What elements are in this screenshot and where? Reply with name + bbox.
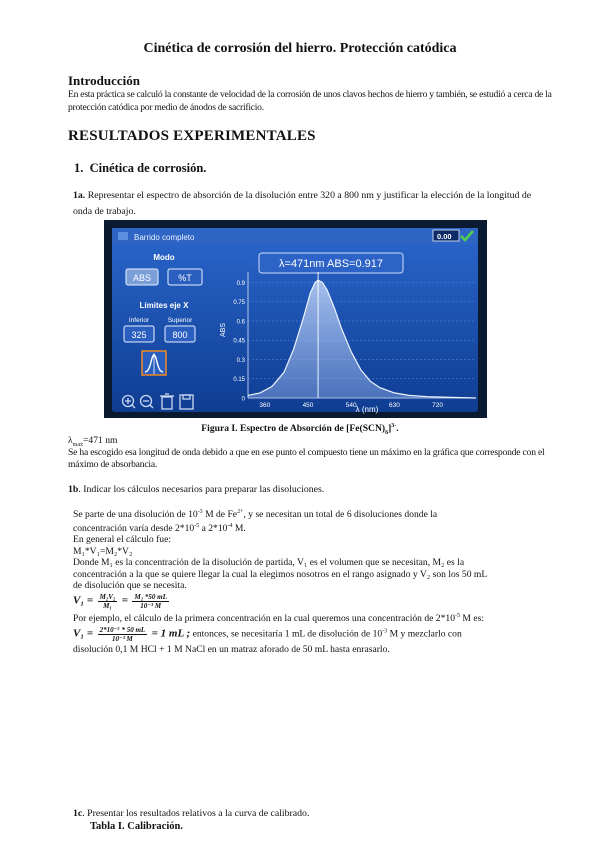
lambda-value: =471 nm <box>83 435 118 446</box>
calc-line-5: Donde M₁ es la concentración de la disolución de partida, V₁ es el volumen que se necesitan, M₂ es la <box>73 557 465 569</box>
y-tick-label: 0.9 <box>236 280 245 287</box>
lower-limit-label: Inferior <box>128 317 150 324</box>
lambda-max-line <box>68 435 117 448</box>
calc-line-7: de disolución que se necesita. <box>73 580 187 592</box>
y-tick-label: 0.45 <box>233 338 245 345</box>
x-tick-label: 360 <box>259 402 271 409</box>
lambda-symbol: λ <box>68 435 73 446</box>
y-tick-label: 0.15 <box>233 377 245 384</box>
explanation-paragraph: Se ha escogido esa longitud de onda debido a que en ese punto el compuesto tiene un máximo en la gráfica que corresponde con el máximo de absorbancia. <box>68 447 545 470</box>
question-1b-text: . Indicar los cálculos necesarios para preparar las disoluciones. <box>78 484 325 495</box>
axis-limits-label: Límites eje X <box>139 301 189 310</box>
x-tick-label: 450 <box>302 402 314 409</box>
spectrophotometer-screenshot <box>104 220 487 418</box>
menu-icon[interactable] <box>118 232 128 240</box>
calc-line-2: concentración varía desde $2*10^{-5}$ a $2*10^{-4}$ M. <box>73 522 246 534</box>
caption-superscript: 3- <box>391 423 397 429</box>
calc-line-10: disolución 0,1 M HCl + 1 M NaCl en un matraz aforado de 50 mL hasta enrasarlo. <box>73 643 390 655</box>
intro-paragraph: En esta práctica se calculó la constante de velocidad de la corrosión de unos clavos hechos de hierro y también, se estudió a cerca de la protección catódica por medio de ánodos de sacrificio. <box>68 89 552 113</box>
intro-heading: Introducción <box>68 73 140 88</box>
mode-t-label: %T <box>178 273 192 283</box>
y-tick-label: 0.3 <box>236 357 245 364</box>
results-heading: RESULTADOS EXPERIMENTALES <box>68 128 316 144</box>
y-tick-label: 0.6 <box>236 319 245 326</box>
calc-line-6: concentración a la que se quiere llegar la cual la elegimos nosotros en el rango asignado y V₂ son los 50 mL <box>73 568 488 580</box>
document-title: Cinética de corrosión del hierro. Protección catódica <box>143 41 457 56</box>
mode-label: Modo <box>153 253 175 262</box>
equation-2: V₁ = $\frac{\text{2*10⁻⁵ * 50 mL}}{\text{10⁻³ M}}$ = 1 mL ; entonces, se necesitaría 1 mL de disolución de $10^{-3}$ M y mezclarlo con <box>73 625 462 643</box>
x-tick-label: 540 <box>345 402 357 409</box>
device-header-title: Barrido completo <box>134 233 195 242</box>
x-tick-label: 630 <box>388 402 400 409</box>
y-tick-label: 0 <box>241 396 245 403</box>
question-1c <box>73 808 309 819</box>
section-heading-kinetics <box>74 161 206 176</box>
question-1b <box>68 484 324 495</box>
x-axis-label: λ (nm) <box>355 405 379 414</box>
device-screen-svg <box>104 220 487 418</box>
equation-1: V₁ = $\frac{\text{M₂V₂}}{\text{M₁}}$ = $\frac{\text{M₂ *50 mL}}{\text{10⁻³ M}}$ <box>73 592 167 610</box>
battery-value: 0.00 <box>437 232 452 241</box>
calc-line-4: M₁*V₁=M₂*V₂ <box>73 545 133 557</box>
lambda-subscript: max <box>72 441 83 448</box>
question-1c-label: 1c <box>73 808 83 819</box>
question-1a-text: Representar el espectro de absorción de la disolución entre 320 a 800 nm y justificar la elección de la longitud de onda de trabajo. <box>73 190 532 217</box>
table-title: Tabla I. Calibración. <box>90 821 183 832</box>
calc-line-3: En general el cálculo fue: <box>73 534 172 546</box>
upper-limit-value: 800 <box>172 330 188 340</box>
caption-bracket: ] <box>388 423 392 435</box>
y-axis-label: ABS <box>220 322 227 338</box>
lower-limit-value: 325 <box>131 330 147 340</box>
question-1a-label: 1a. <box>73 190 86 201</box>
readout-text: λ=471nm ABS=0.917 <box>279 258 383 270</box>
caption-subscript: 6 <box>385 430 389 437</box>
x-tick-label: 720 <box>432 402 444 409</box>
question-1b-label: 1b <box>68 484 79 495</box>
caption-text: Figura I. Espectro de Absorción de [Fe(SCN) <box>201 423 386 435</box>
calculation-block <box>73 507 553 655</box>
question-1a <box>73 188 543 220</box>
calc-line-8: Por ejemplo, el cálculo de la primera concentración en la cual queremos una concentración de $2*10^{-5}$ M es: <box>73 612 484 625</box>
calc-line-1: Se parte de una disolución de $10^{-3}$ M de $Fe^{2+}$, y se necesitan un total de 6 disoluciones donde la <box>73 509 438 521</box>
caption-end: . <box>396 423 399 435</box>
y-tick-label: 0.75 <box>233 300 245 307</box>
section-title: Cinética de corrosión. <box>89 161 207 175</box>
question-1c-text: . Presentar los resultados relativos a la curva de calibrado. <box>82 808 310 819</box>
mode-abs-label: ABS <box>132 273 152 283</box>
upper-limit-label: Superior <box>167 317 193 324</box>
section-number: 1. <box>74 161 84 175</box>
